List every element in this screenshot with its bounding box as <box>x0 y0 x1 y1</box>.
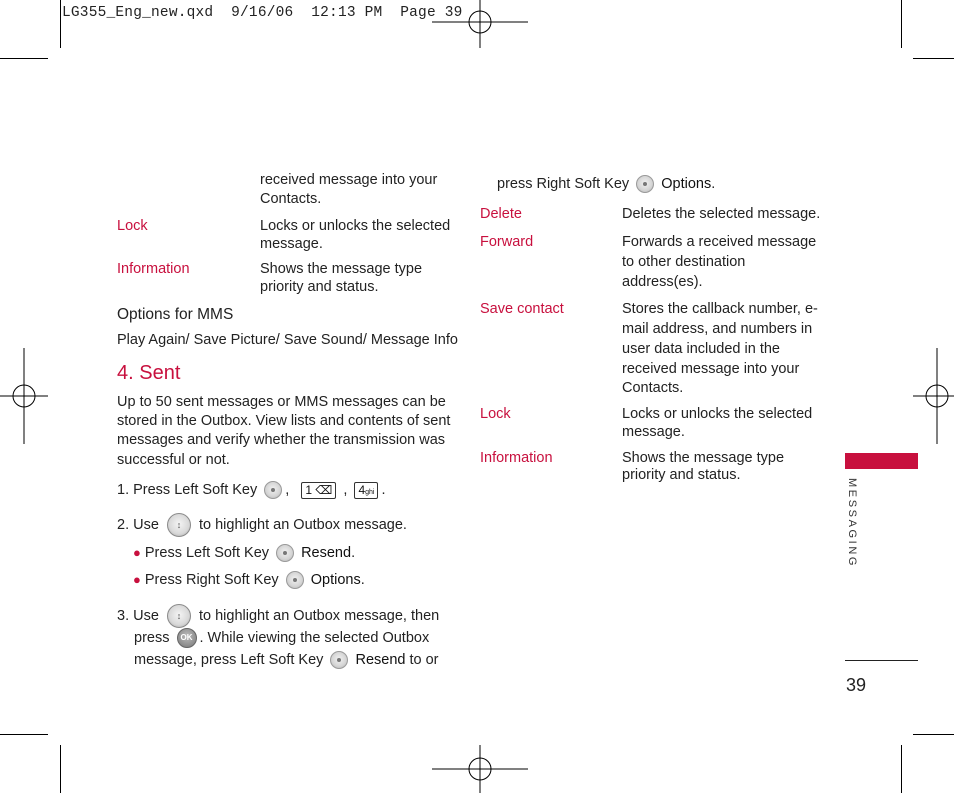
forward-definition-line1: Forwards a received message <box>622 234 817 250</box>
step-3-line2-prefix: press <box>134 629 170 646</box>
right-continuation <box>497 175 715 195</box>
crop-mark-bottom-left-v <box>60 745 61 793</box>
crop-mark-bottom-right-v <box>901 745 902 793</box>
step-2-prefix: 2. Use <box>117 516 159 533</box>
step-3-line3 <box>134 651 439 671</box>
crop-mark-top-right-h <box>913 58 954 59</box>
key-4-icon <box>354 482 378 499</box>
section-heading-sent: 4. Sent <box>117 362 181 384</box>
lock-definition-line2: message. <box>260 236 323 252</box>
save-contact-definition-line2: mail address, and numbers in <box>622 321 813 337</box>
navigation-key-icon: ↕ <box>167 513 191 537</box>
save-contact-definition-line3: user data included in the <box>622 341 780 357</box>
key-1-icon: 1 ⌫ <box>301 482 336 499</box>
right-continuation-text: press Right Soft Key <box>497 176 630 192</box>
step-3-line3-suffix: to or <box>409 652 439 668</box>
chapter-tab-label: MESSAGING <box>846 478 858 569</box>
lock-definition-line1: Locks or unlocks the selected <box>260 218 451 234</box>
left-soft-key-icon <box>330 651 348 669</box>
options-for-mms-list: Play Again/ Save Picture/ Save Sound/ Message Info <box>117 332 458 348</box>
right-soft-key-icon <box>286 571 304 589</box>
left-continuation-line2: Contacts. <box>260 191 322 207</box>
lock-term: Lock <box>117 218 148 234</box>
save-contact-definition-line4: received message into your <box>622 361 800 377</box>
key-1-digit: 1 <box>305 482 313 497</box>
delete-term: Delete <box>480 206 522 222</box>
bullet-options <box>133 570 365 591</box>
information-definition-line1: Shows the message type <box>260 261 423 277</box>
sent-paragraph-line3: messages and verify whether the transmission was <box>117 432 446 448</box>
registration-mark-top <box>432 0 528 48</box>
left-soft-key-icon <box>264 481 282 499</box>
right-information-term: Information <box>480 450 553 466</box>
registration-mark-bottom <box>432 745 528 793</box>
bullet-dot-icon: ● <box>133 572 141 587</box>
save-contact-term: Save contact <box>480 301 564 317</box>
step-1-end: . <box>381 482 386 498</box>
print-slug-line: LG355_Eng_new.qxd 9/16/06 12:13 PM Page 39 <box>62 5 463 21</box>
step-3-prefix: 3. Use <box>117 607 159 624</box>
crop-mark-top-left-h <box>0 58 48 59</box>
bullet-resend-text: Press Left Soft Key <box>144 545 270 561</box>
forward-definition-line3: address(es). <box>622 274 703 290</box>
step-1-sep2: , <box>343 482 348 498</box>
key-4-digit: 4 <box>358 482 366 497</box>
save-contact-definition-line1: Stores the callback number, e- <box>622 301 818 317</box>
right-lock-definition-line1: Locks or unlocks the selected <box>622 406 813 422</box>
bullet-resend <box>133 543 355 564</box>
chapter-tab-bar <box>845 453 918 469</box>
step-1-text: 1. Press Left Soft Key <box>117 482 258 498</box>
options-for-mms-heading: Options for MMS <box>117 306 234 323</box>
forward-definition-line2: to other destination <box>622 254 746 270</box>
options-action: Options <box>310 572 361 588</box>
left-continuation-line1: received message into your <box>260 172 438 188</box>
ok-key-icon: OK <box>177 628 197 648</box>
sent-paragraph-line4: successful or not. <box>117 452 230 468</box>
step-2 <box>117 513 407 537</box>
navigation-key-icon: ↕ <box>167 604 191 628</box>
left-soft-key-icon <box>276 544 294 562</box>
right-continuation-end: . <box>711 176 716 192</box>
page-number: 39 <box>846 675 867 695</box>
step-3-line1 <box>117 604 439 628</box>
bullet-options-text: Press Right Soft Key <box>144 572 279 588</box>
information-definition-line2: priority and status. <box>260 279 379 295</box>
crop-mark-top-right-v <box>901 0 902 48</box>
right-information-definition-line1: Shows the message type <box>622 450 785 466</box>
right-lock-term: Lock <box>480 406 511 422</box>
right-information-definition-line2: priority and status. <box>622 467 741 483</box>
information-term: Information <box>117 261 190 277</box>
step-3-line1-suffix: to highlight an Outbox message, then <box>198 607 440 624</box>
key-4-letters: ghi <box>365 488 375 496</box>
step-3-line2 <box>134 628 429 648</box>
registration-mark-left <box>0 348 48 444</box>
forward-term: Forward <box>480 234 534 250</box>
sent-paragraph-line1: Up to 50 sent messages or MMS messages can be <box>117 394 446 410</box>
sent-paragraph-line2: stored in the Outbox. View lists and contents of sent <box>117 413 451 429</box>
step-1 <box>117 481 386 501</box>
right-lock-definition-line2: message. <box>622 424 685 440</box>
step-3-line3-prefix: message, press Left Soft Key <box>134 652 324 668</box>
right-soft-key-icon <box>636 175 654 193</box>
footer-rule <box>845 660 918 661</box>
registration-mark-right <box>913 348 954 444</box>
bullet-resend-end: . <box>351 545 356 561</box>
resend-action: Resend <box>301 545 352 561</box>
right-options-action: Options <box>661 176 712 192</box>
bullet-options-end: . <box>360 572 365 588</box>
save-contact-definition-line5: Contacts. <box>622 380 684 396</box>
step-2-suffix: to highlight an Outbox message. <box>198 516 407 533</box>
crop-mark-top-left-v <box>60 0 61 48</box>
step-3-line2-suffix: . While viewing the selected Outbox <box>199 629 430 646</box>
delete-definition: Deletes the selected message. <box>622 206 821 222</box>
step-3-resend-action: Resend <box>355 652 406 668</box>
bullet-dot-icon: ● <box>133 545 141 560</box>
crop-mark-bottom-right-h <box>913 734 954 735</box>
step-1-sep1: , <box>285 482 290 498</box>
crop-mark-bottom-left-h <box>0 734 48 735</box>
